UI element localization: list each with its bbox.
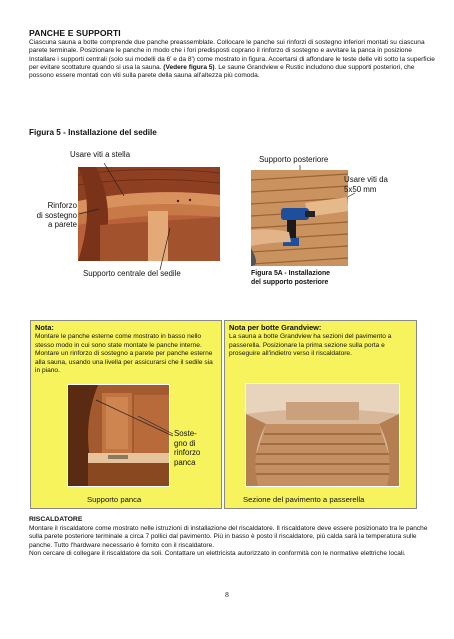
label-center-support: Supporto centrale del sedile bbox=[83, 269, 181, 278]
floor-section-photo bbox=[245, 383, 400, 487]
intro-tail: . Le saune Grandview e Rustic includono due supporti posteriori, che possono essere montati con viti sulla parete della sauna all'altezza più comoda. bbox=[29, 63, 415, 80]
label-star-screws: Usare viti a stella bbox=[70, 150, 131, 159]
note-box-text: Montare le panche esterne come mostrato in basso nello stesso modo in cui sono state montate le panche interne. Montare un rinforzo di sostegno a parete per panche esterne alla sauna, usando una livella per assicurarsi che il sedile sia in piano. bbox=[35, 333, 213, 375]
label-bench-brace: Soste- gno di rinforzo panca bbox=[174, 429, 201, 467]
floor-section-illustration bbox=[246, 384, 399, 486]
grandview-box bbox=[224, 320, 417, 509]
grandview-box-title: Nota per botte Grandview: bbox=[229, 323, 322, 332]
label-back-support: Supporto posteriore bbox=[259, 155, 329, 164]
heater-heading: RISCALDATORE bbox=[29, 516, 83, 523]
grandview-box-caption: Sezione del pavimento a passerella bbox=[243, 495, 365, 504]
label-screws-5x50: Usare viti da 5x50 mm bbox=[344, 175, 388, 194]
note-box-title: Nota: bbox=[35, 323, 54, 332]
label-wall-brace: Rinforzo di sostegno a parete bbox=[36, 201, 77, 230]
figure-5-title: Figura 5 - Installazione del sedile bbox=[29, 128, 157, 137]
figure-5a-caption: Figura 5A - Installazione del supporto posteriore bbox=[251, 270, 330, 286]
figure-reference: (Vedere figura 5) bbox=[163, 63, 215, 71]
intro-text: Ciascuna sauna a botte comprende due panche preassemblate. Collocare le panche sui rinforzi di sostegno inferiori montati su ciascuna parete terminale. Posizionare le panche in modo che i fori predisposti coprano il rinforzo di sostegno e avvitare la panca in posizione Installare i supporti centrali (solo sui modelli da 6' e da 8') come mostrato in figura. Accertarsi di affondare le teste delle viti sotto la superficie per evitare scottature quando si usa la sauna. bbox=[29, 39, 435, 71]
page-number: 8 bbox=[225, 590, 229, 599]
heater-text: Montare il riscaldatore come mostrato nelle istruzioni di installazione del riscaldatore. Il riscaldatore deve essere posizionato tra le panche sulla parete posteriore terminale a circa 7 pollici dal pavimento. Più in basso è posto il riscaldatore, più calda sarà la temperatura sulle panche. Tutto l'hardware necessario è fornito con il riscaldatore. Non cercare di collegare il riscaldatore da soli. Contattare un elettricista autorizzato in conformità con le normative elettriche locali. bbox=[29, 525, 428, 557]
note-box-caption: Supporto panca bbox=[87, 495, 142, 504]
grandview-box-text: La sauna a botte Grandview ha sezioni del pavimento a passerella. Posizionare la prima sezione sulla porta e proseguire all'indietro verso il riscaldatore. bbox=[229, 333, 392, 358]
section-heading: PANCHE E SUPPORTI bbox=[29, 28, 121, 38]
